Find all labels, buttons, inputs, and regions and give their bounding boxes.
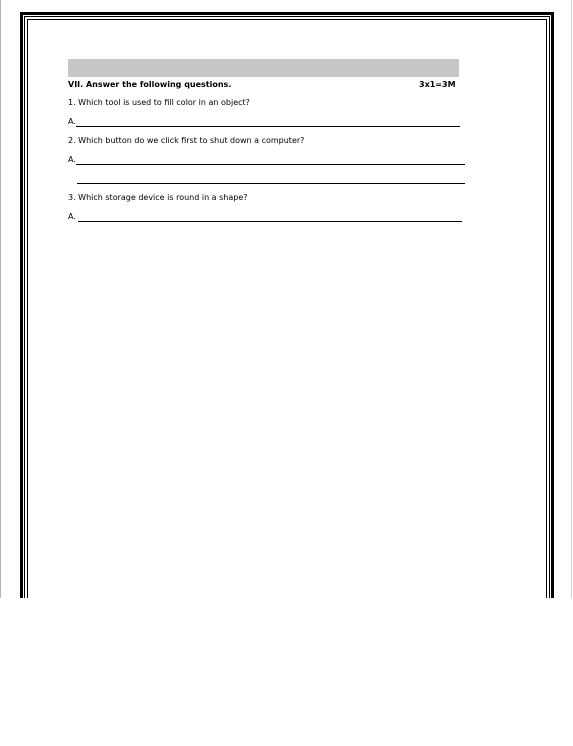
section-title: VII. Answer the following questions.	[68, 80, 232, 89]
section-header-bar	[68, 59, 459, 77]
question-1: 1. Which tool is used to fill color in an object?	[68, 98, 250, 107]
page-right-edge	[571, 0, 572, 598]
section-heading-row	[68, 79, 459, 91]
question-3: 3. Which storage device is round in a shape?	[68, 193, 248, 202]
answer-3-label: A.	[68, 212, 76, 221]
answer-3-line[interactable]	[78, 221, 462, 222]
section-marks: 3x1=3M	[419, 80, 456, 89]
question-2: 2. Which button do we click first to shut down a computer?	[68, 136, 305, 145]
answer-2-label: A.	[68, 155, 76, 164]
answer-2-line-extra[interactable]	[77, 183, 465, 184]
page-left-edge	[0, 0, 1, 598]
answer-1-line[interactable]	[76, 126, 460, 127]
answer-2-line[interactable]	[76, 164, 465, 165]
answer-1-label: A.	[68, 117, 76, 126]
